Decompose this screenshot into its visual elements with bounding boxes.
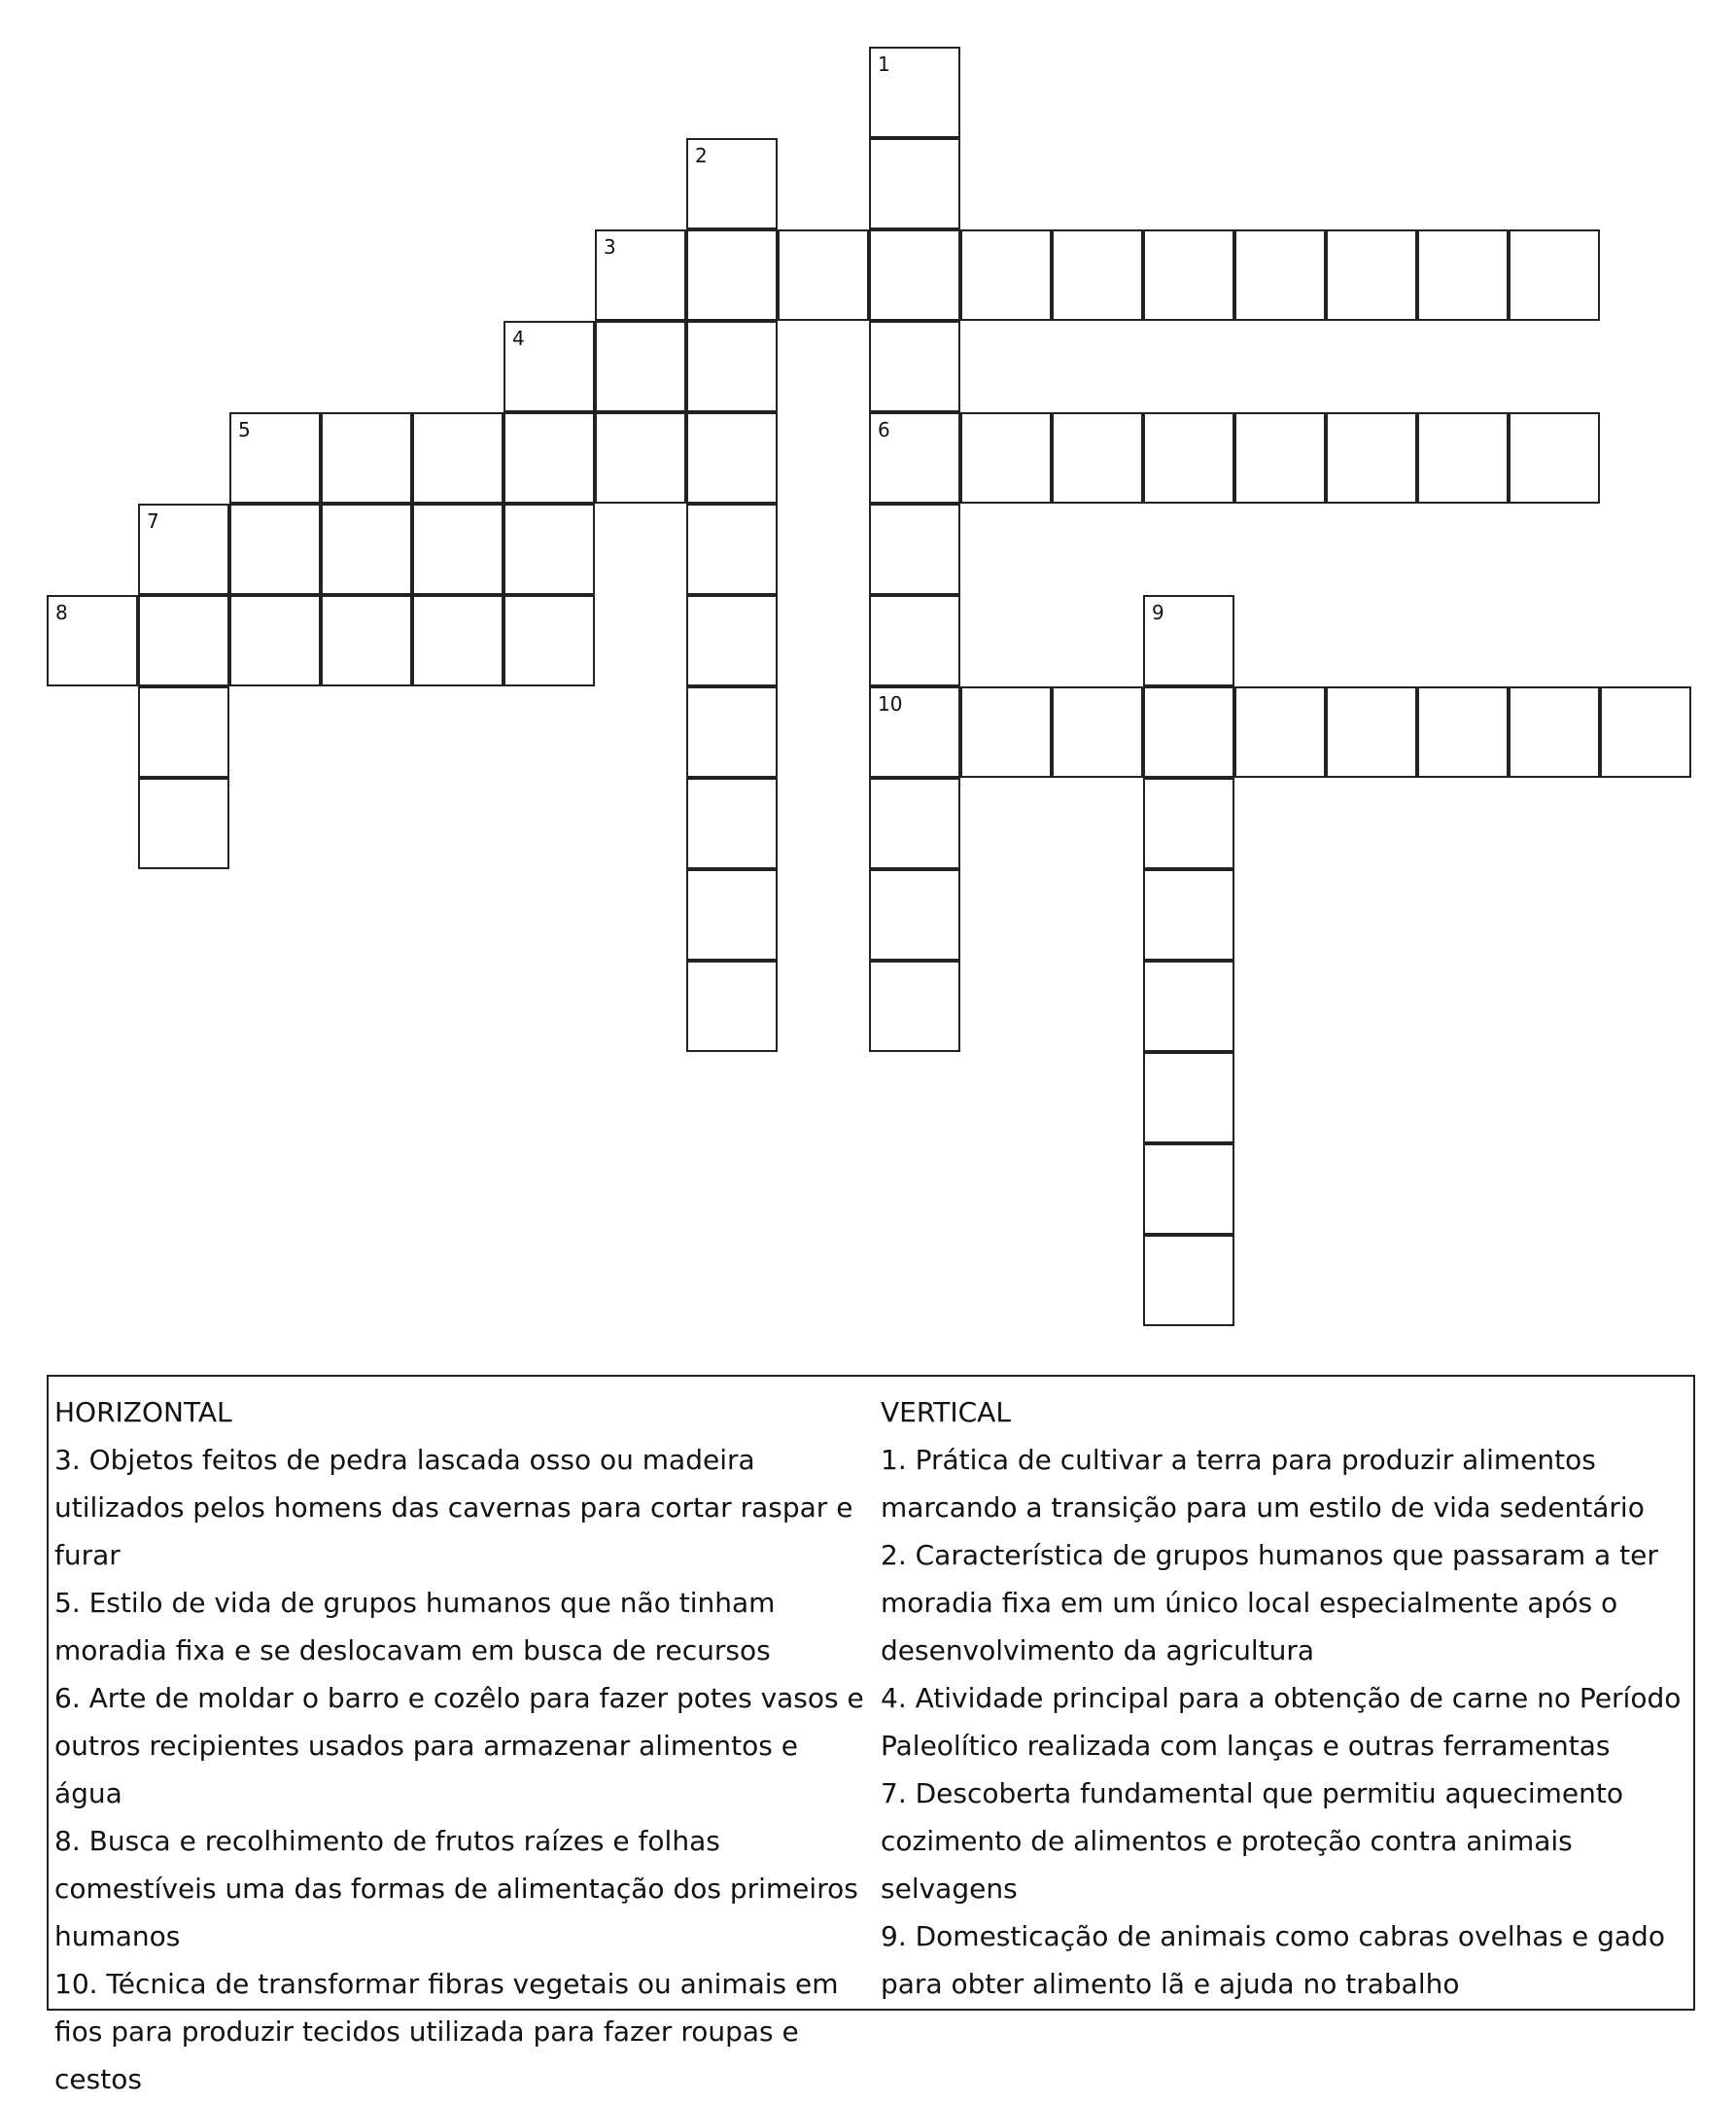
clue-vertical-1: 1. Prática de cultivar a terra para produzir alimentos marcando a transição para um estilo de vida sedentário (881, 1444, 1645, 1524)
grid-cell-r5-c1[interactable] (138, 504, 229, 595)
grid-cell-r8-c7[interactable] (686, 778, 778, 869)
grid-cell-r7-c15[interactable] (1417, 686, 1509, 778)
grid-cell-r4-c7[interactable] (686, 412, 778, 504)
grid-cell-r8-c1[interactable] (138, 778, 229, 869)
clue-horizontal-3: 3. Objetos feitos de pedra lascada osso ou madeira utilizados pelos homens das cavernas para cortar raspar e furar (54, 1444, 853, 1571)
horizontal-clues (54, 1388, 871, 2103)
clue-vertical-2: 2. Característica de grupos humanos que passaram a ter moradia fixa em um único local especialmente após o desenvolvimento da agricultura (881, 1539, 1658, 1666)
grid-cell-r3-c6[interactable] (595, 321, 686, 412)
grid-cell-r5-c5[interactable] (503, 504, 595, 595)
horizontal-heading: HORIZONTAL (54, 1396, 232, 1428)
clue-horizontal-10: 10. Técnica de transformar fibras vegetais ou animais em fios para produzir tecidos utilizada para fazer roupas e cestos (54, 1968, 839, 2095)
clue-number: 1 (878, 53, 890, 76)
clue-horizontal-5: 5. Estilo de vida de grupos humanos que não tinham moradia fixa e se deslocavam em busca de recursos (54, 1587, 776, 1666)
grid-cell-r9-c9[interactable] (869, 869, 960, 961)
grid-cell-r7-c16[interactable] (1509, 686, 1600, 778)
grid-cell-r2-c7[interactable] (686, 229, 778, 321)
clue-number: 2 (695, 144, 708, 167)
grid-cell-r1-c7[interactable] (686, 138, 778, 229)
clue-number: 5 (238, 418, 251, 441)
grid-cell-r8-c12[interactable] (1143, 778, 1234, 869)
grid-cell-r5-c2[interactable] (229, 504, 321, 595)
clue-number: 6 (878, 418, 890, 441)
grid-cell-r3-c9[interactable] (869, 321, 960, 412)
grid-cell-r4-c14[interactable] (1326, 412, 1417, 504)
grid-cell-r4-c6[interactable] (595, 412, 686, 504)
clue-horizontal-6: 6. Arte de moldar o barro e cozêlo para fazer potes vasos e outros recipientes usados para armazenar alimentos e água (54, 1682, 864, 1809)
grid-cell-r2-c13[interactable] (1234, 229, 1326, 321)
grid-cell-r6-c5[interactable] (503, 595, 595, 686)
grid-cell-r9-c7[interactable] (686, 869, 778, 961)
grid-cell-r12-c12[interactable] (1143, 1143, 1234, 1235)
grid-cell-r4-c4[interactable] (412, 412, 503, 504)
grid-cell-r7-c9[interactable] (869, 686, 960, 778)
grid-cell-r4-c15[interactable] (1417, 412, 1509, 504)
grid-cell-r2-c12[interactable] (1143, 229, 1234, 321)
grid-cell-r4-c2[interactable] (229, 412, 321, 504)
grid-cell-r2-c6[interactable] (595, 229, 686, 321)
grid-cell-r2-c8[interactable] (778, 229, 869, 321)
clue-number: 3 (604, 235, 616, 259)
grid-cell-r5-c3[interactable] (321, 504, 412, 595)
clue-horizontal-8: 8. Busca e recolhimento de frutos raízes e folhas comestíveis uma das formas de alimentação dos primeiros humanos (54, 1825, 858, 1952)
grid-cell-r6-c3[interactable] (321, 595, 412, 686)
grid-cell-r2-c9[interactable] (869, 229, 960, 321)
grid-cell-r4-c13[interactable] (1234, 412, 1326, 504)
grid-cell-r11-c12[interactable] (1143, 1052, 1234, 1143)
grid-cell-r7-c13[interactable] (1234, 686, 1326, 778)
grid-cell-r7-c12[interactable] (1143, 686, 1234, 778)
vertical-clues (881, 1388, 1693, 2008)
grid-cell-r4-c3[interactable] (321, 412, 412, 504)
grid-cell-r1-c9[interactable] (869, 138, 960, 229)
grid-cell-r4-c5[interactable] (503, 412, 595, 504)
grid-cell-r7-c1[interactable] (138, 686, 229, 778)
grid-cell-r7-c14[interactable] (1326, 686, 1417, 778)
grid-cell-r5-c9[interactable] (869, 504, 960, 595)
grid-cell-r6-c2[interactable] (229, 595, 321, 686)
clue-number: 4 (512, 327, 525, 350)
grid-cell-r2-c11[interactable] (1052, 229, 1143, 321)
grid-cell-r6-c0[interactable] (47, 595, 138, 686)
clue-number: 7 (147, 509, 159, 533)
grid-cell-r10-c7[interactable] (686, 961, 778, 1052)
grid-cell-r13-c12[interactable] (1143, 1235, 1234, 1326)
grid-cell-r7-c7[interactable] (686, 686, 778, 778)
grid-cell-r8-c9[interactable] (869, 778, 960, 869)
clue-vertical-9: 9. Domesticação de animais como cabras ovelhas e gado para obter alimento lã e ajuda no trabalho (881, 1920, 1665, 2000)
clue-number: 8 (55, 601, 68, 624)
grid-cell-r7-c10[interactable] (960, 686, 1052, 778)
grid-cell-r3-c5[interactable] (503, 321, 595, 412)
grid-cell-r4-c10[interactable] (960, 412, 1052, 504)
grid-cell-r4-c11[interactable] (1052, 412, 1143, 504)
clue-vertical-4: 4. Atividade principal para a obtenção de carne no Período Paleolítico realizada com lanças e outras ferramentas (881, 1682, 1682, 1762)
grid-cell-r6-c12[interactable] (1143, 595, 1234, 686)
grid-cell-r6-c4[interactable] (412, 595, 503, 686)
grid-cell-r2-c14[interactable] (1326, 229, 1417, 321)
clue-vertical-7: 7. Descoberta fundamental que permitiu aquecimento cozimento de alimentos e proteção contra animais selvagens (881, 1777, 1623, 1905)
grid-cell-r4-c16[interactable] (1509, 412, 1600, 504)
vertical-heading: VERTICAL (881, 1396, 1011, 1428)
grid-cell-r10-c9[interactable] (869, 961, 960, 1052)
grid-cell-r5-c4[interactable] (412, 504, 503, 595)
grid-cell-r3-c7[interactable] (686, 321, 778, 412)
grid-cell-r2-c15[interactable] (1417, 229, 1509, 321)
grid-cell-r4-c12[interactable] (1143, 412, 1234, 504)
grid-cell-r4-c9[interactable] (869, 412, 960, 504)
grid-cell-r0-c9[interactable] (869, 47, 960, 138)
grid-cell-r6-c1[interactable] (138, 595, 229, 686)
grid-cell-r6-c7[interactable] (686, 595, 778, 686)
clues-box (47, 1375, 1695, 2095)
grid-cell-r5-c7[interactable] (686, 504, 778, 595)
grid-cell-r2-c10[interactable] (960, 229, 1052, 321)
grid-cell-r7-c11[interactable] (1052, 686, 1143, 778)
clue-number: 10 (878, 692, 903, 716)
grid-cell-r6-c9[interactable] (869, 595, 960, 686)
clue-number: 9 (1152, 601, 1164, 624)
grid-cell-r9-c12[interactable] (1143, 869, 1234, 961)
grid-cell-r10-c12[interactable] (1143, 961, 1234, 1052)
grid-cell-r2-c16[interactable] (1509, 229, 1600, 321)
grid-cell-r7-c17[interactable] (1600, 686, 1691, 778)
